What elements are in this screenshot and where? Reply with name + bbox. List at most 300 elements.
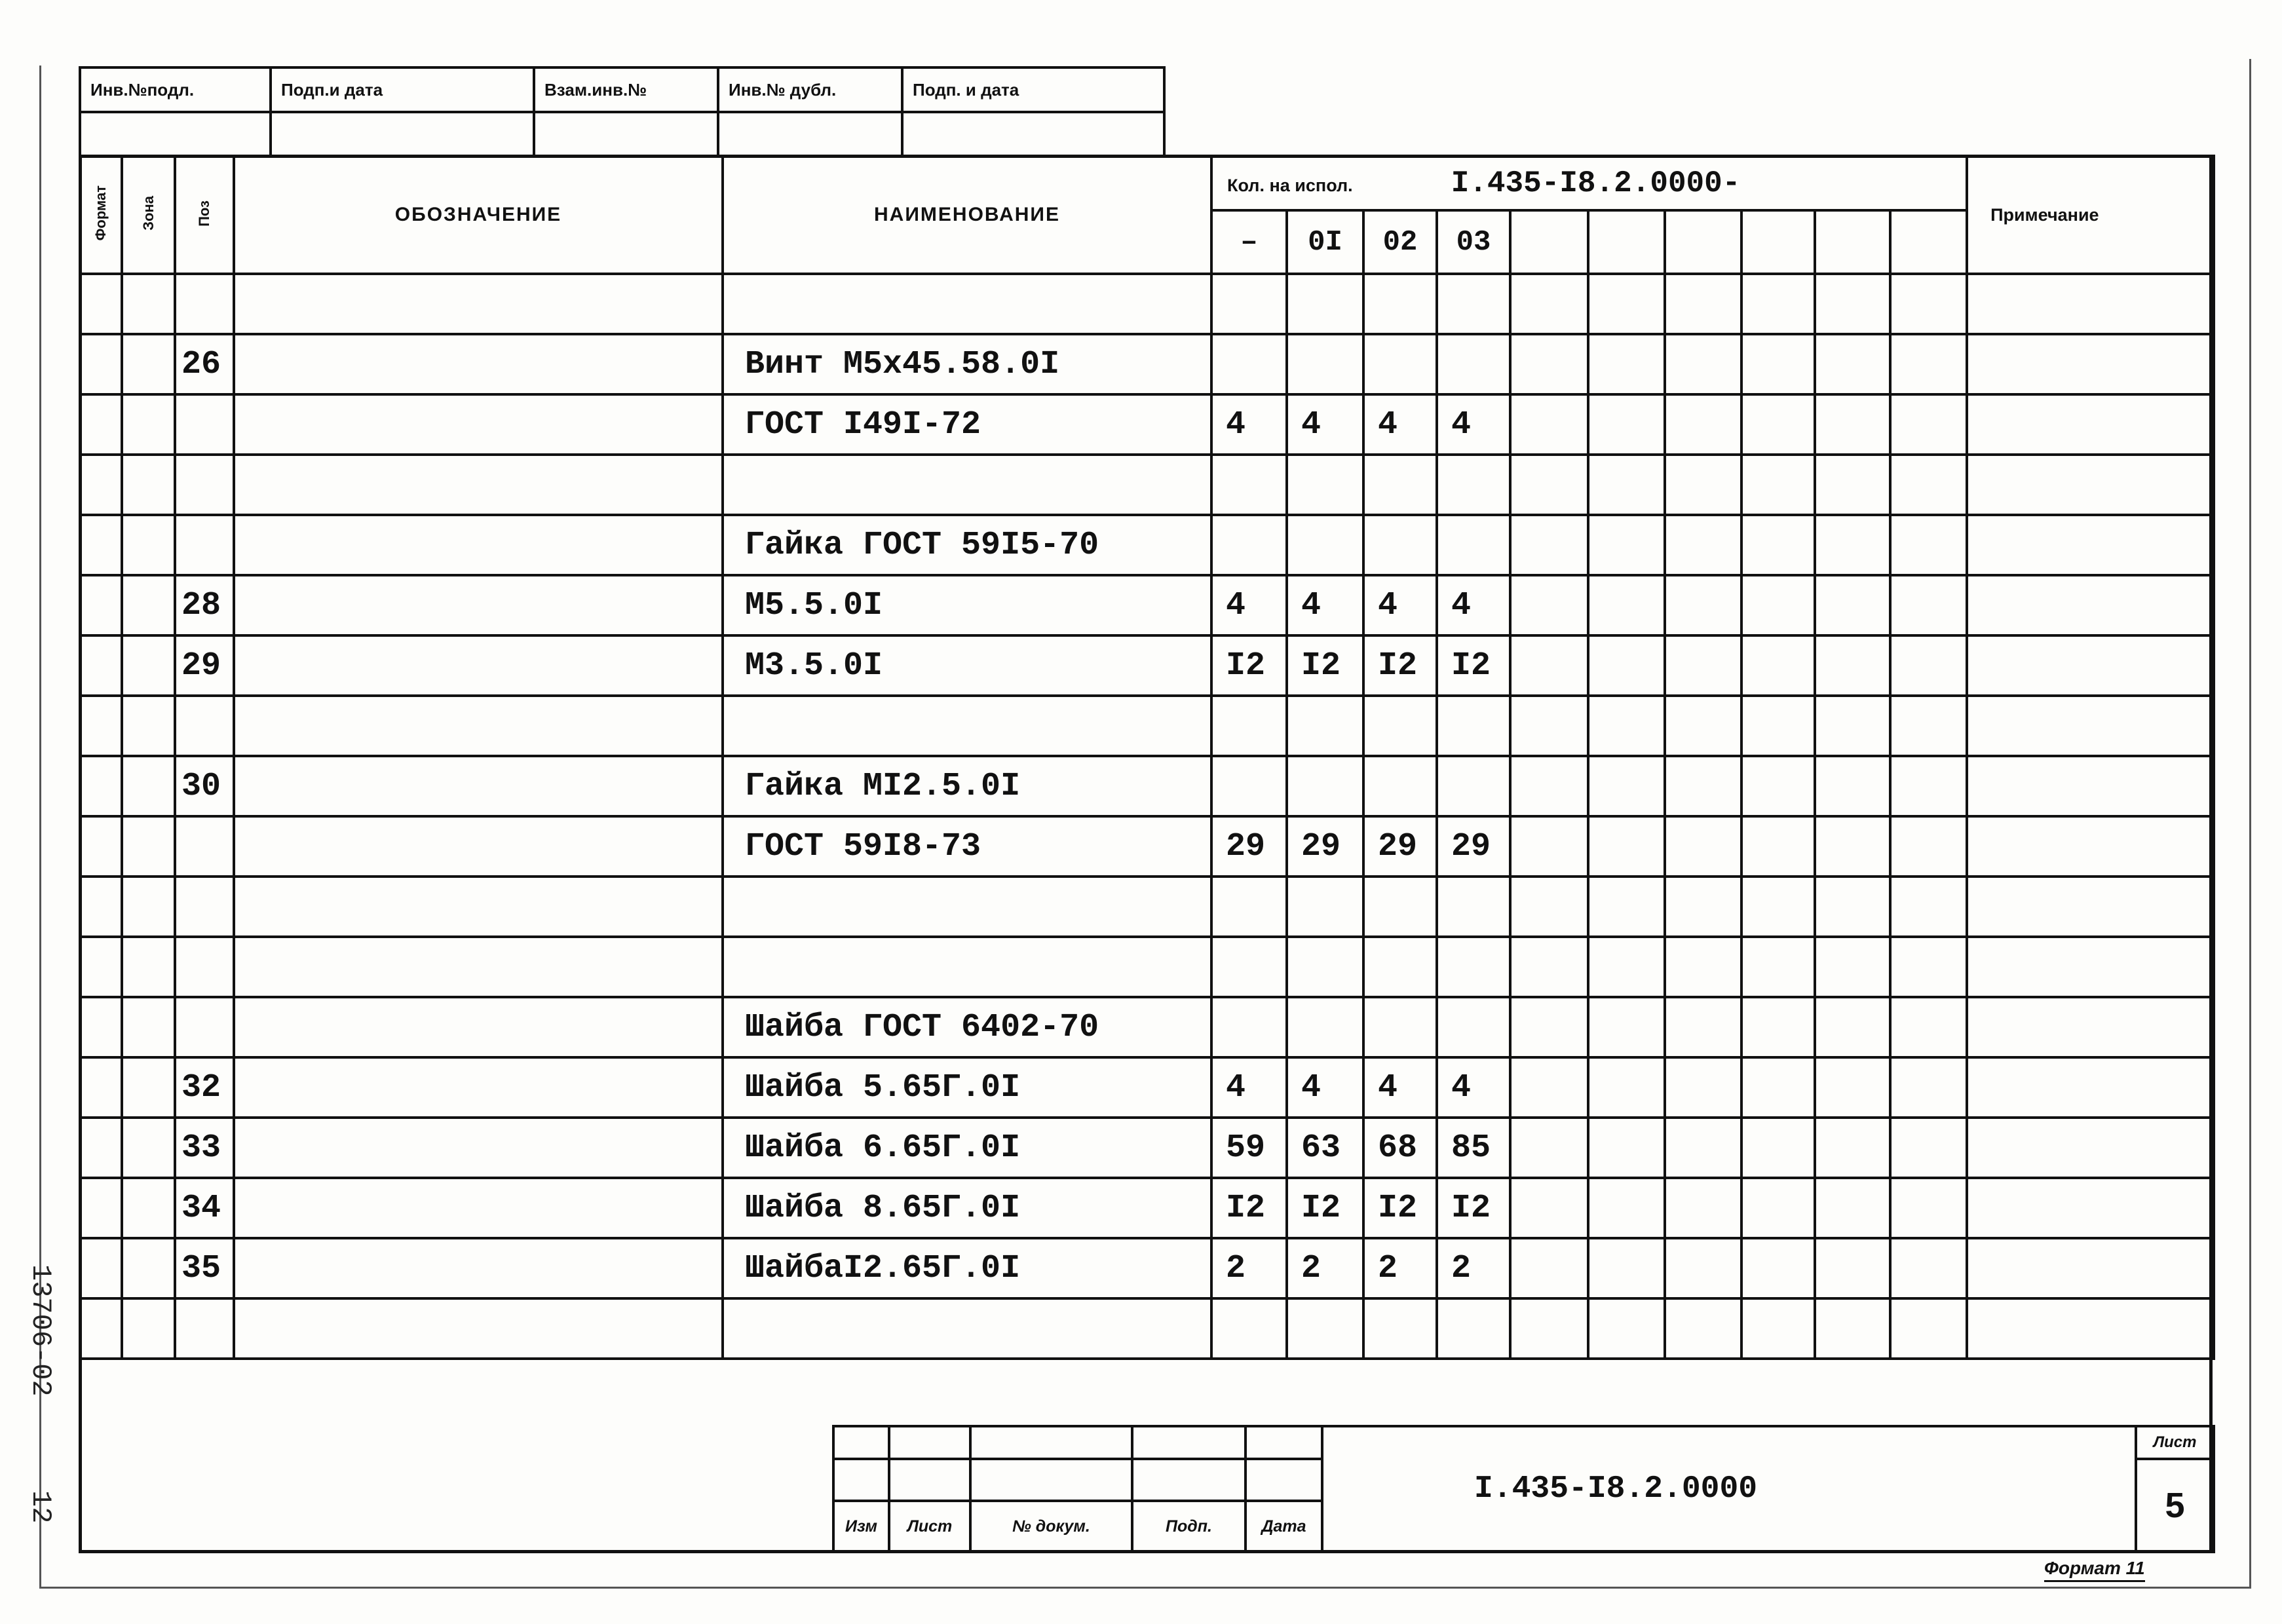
cell-designation — [234, 997, 723, 1057]
cell-quantity — [1890, 1178, 1967, 1238]
cell-quantity — [1588, 1178, 1665, 1238]
cell-quantity: 2 — [1287, 1238, 1363, 1298]
table-row — [80, 997, 2214, 1057]
cell-quantity — [1815, 696, 1890, 756]
cell-quantity — [1437, 877, 1510, 937]
cell-quantity — [1510, 877, 1588, 937]
cell-note — [1967, 1118, 2214, 1178]
cell-quantity — [1665, 937, 1741, 997]
cell-format — [80, 816, 122, 877]
header-variant: 03 — [1437, 210, 1510, 274]
cell-quantity — [1665, 455, 1741, 515]
header-variant — [1741, 210, 1815, 274]
cell-quantity — [1363, 1298, 1437, 1359]
header-designation: ОБОЗНАЧЕНИЕ — [234, 156, 723, 274]
cell-format — [80, 455, 122, 515]
cell-designation — [234, 816, 723, 877]
cell-position: 34 — [175, 1178, 234, 1238]
cell-quantity — [1588, 394, 1665, 455]
cell-name — [723, 1298, 1211, 1359]
cell-quantity — [1665, 1298, 1741, 1359]
cell-quantity — [1890, 696, 1967, 756]
cell-quantity — [1510, 816, 1588, 877]
cell-quantity — [1588, 756, 1665, 816]
cell-note — [1967, 1057, 2214, 1118]
table-row — [80, 394, 2214, 455]
cell-quantity — [1665, 756, 1741, 816]
cell-quantity — [1890, 756, 1967, 816]
cell-designation — [234, 877, 723, 937]
cell-name — [723, 696, 1211, 756]
cell-quantity — [1890, 334, 1967, 394]
cell-note — [1967, 1238, 2214, 1298]
cell-quantity — [1510, 394, 1588, 455]
cell-quantity — [1211, 455, 1287, 515]
table-row — [80, 1298, 2214, 1359]
cell-format — [80, 334, 122, 394]
cell-name: М3.5.0I — [723, 635, 1211, 696]
cell-quantity — [1588, 696, 1665, 756]
cell-quantity — [1741, 1178, 1815, 1238]
cell-quantity: 4 — [1437, 575, 1510, 635]
cell-quantity — [1741, 515, 1815, 575]
cell-quantity — [1510, 937, 1588, 997]
date-cell — [1246, 1459, 1322, 1501]
cell-quantity — [1665, 394, 1741, 455]
page-edge-right — [2249, 59, 2251, 1587]
cell-quantity — [1665, 1238, 1741, 1298]
cell-quantity — [1741, 1057, 1815, 1118]
change-label: Изм — [833, 1501, 889, 1552]
cell-note — [1967, 274, 2214, 334]
cell-quantity — [1890, 1298, 1967, 1359]
cell-quantity — [1510, 1238, 1588, 1298]
cell-designation — [234, 334, 723, 394]
cell-zone — [122, 575, 175, 635]
cell-quantity — [1287, 515, 1363, 575]
cell-quantity: I2 — [1287, 635, 1363, 696]
cell-position: 35 — [175, 1238, 234, 1298]
cell-position: 33 — [175, 1118, 234, 1178]
sign-date-2-label: Подп. и дата — [902, 67, 1164, 112]
document-designation: I.435-I8.2.0000 — [1322, 1426, 2136, 1552]
cell-name: ШайбаI2.65Г.0I — [723, 1238, 1211, 1298]
cell-quantity: I2 — [1363, 635, 1437, 696]
cell-zone — [122, 1057, 175, 1118]
cell-position: 26 — [175, 334, 234, 394]
cell-quantity — [1665, 997, 1741, 1057]
header-zone — [122, 156, 175, 274]
cell-quantity — [1815, 455, 1890, 515]
cell-quantity — [1510, 274, 1588, 334]
cell-quantity: I2 — [1437, 1178, 1510, 1238]
cell-format — [80, 696, 122, 756]
cell-name: Шайба 5.65Г.0I — [723, 1057, 1211, 1118]
cell-quantity — [1890, 515, 1967, 575]
cell-quantity: 4 — [1363, 1057, 1437, 1118]
cell-quantity: I2 — [1287, 1178, 1363, 1238]
cell-quantity — [1211, 997, 1287, 1057]
cell-note — [1967, 997, 2214, 1057]
sign-date-2-value — [902, 112, 1164, 156]
cell-position — [175, 816, 234, 877]
cell-format — [80, 1178, 122, 1238]
cell-format — [80, 635, 122, 696]
cell-quantity — [1741, 274, 1815, 334]
cell-quantity — [1665, 635, 1741, 696]
cell-designation — [234, 1178, 723, 1238]
header-format — [80, 156, 122, 274]
cell-quantity — [1815, 635, 1890, 696]
header-variant — [1588, 210, 1665, 274]
cell-quantity — [1510, 1057, 1588, 1118]
cell-quantity — [1588, 997, 1665, 1057]
cell-quantity — [1741, 575, 1815, 635]
cell-note — [1967, 937, 2214, 997]
cell-quantity — [1510, 455, 1588, 515]
table-row — [80, 1238, 2214, 1298]
inv-duplicate-label: Инв.№ дубл. — [718, 67, 902, 112]
cell-designation — [234, 1238, 723, 1298]
cell-format — [80, 937, 122, 997]
cell-quantity — [1815, 274, 1890, 334]
cell-quantity — [1510, 696, 1588, 756]
cell-position: 32 — [175, 1057, 234, 1118]
inventory-strip — [79, 66, 1166, 157]
cell-quantity: 4 — [1363, 394, 1437, 455]
cell-quantity — [1890, 937, 1967, 997]
cell-name: Гайка ГОСТ 59I5-70 — [723, 515, 1211, 575]
cell-quantity — [1287, 997, 1363, 1057]
cell-position — [175, 877, 234, 937]
cell-name: ГОСТ 59I8-73 — [723, 816, 1211, 877]
cell-quantity — [1815, 1118, 1890, 1178]
cell-designation — [234, 575, 723, 635]
cell-quantity — [1211, 274, 1287, 334]
cell-quantity: 4 — [1211, 1057, 1287, 1118]
cell-designation — [234, 635, 723, 696]
cell-quantity — [1363, 696, 1437, 756]
cell-quantity — [1287, 696, 1363, 756]
cell-quantity: 59 — [1211, 1118, 1287, 1178]
cell-quantity: I2 — [1363, 1178, 1437, 1238]
inv-original-value — [80, 112, 271, 156]
cell-zone — [122, 937, 175, 997]
cell-quantity — [1510, 1298, 1588, 1359]
cell-quantity — [1890, 1238, 1967, 1298]
cell-note — [1967, 575, 2214, 635]
sheet-col-label: Лист — [889, 1501, 970, 1552]
cell-name — [723, 455, 1211, 515]
header-position — [175, 156, 234, 274]
cell-zone — [122, 455, 175, 515]
cell-position: 28 — [175, 575, 234, 635]
cell-zone — [122, 515, 175, 575]
cell-quantity — [1741, 455, 1815, 515]
cell-position — [175, 937, 234, 997]
page-edge-bottom — [39, 1587, 2251, 1589]
cell-quantity: 4 — [1211, 394, 1287, 455]
sign-date-value — [271, 112, 534, 156]
cell-note — [1967, 877, 2214, 937]
cell-quantity — [1287, 455, 1363, 515]
cell-quantity — [1741, 1118, 1815, 1178]
cell-format — [80, 997, 122, 1057]
title-block — [832, 1425, 2215, 1553]
cell-quantity — [1665, 816, 1741, 877]
cell-quantity — [1890, 877, 1967, 937]
cell-quantity: 4 — [1287, 575, 1363, 635]
cell-name: Шайба 8.65Г.0I — [723, 1178, 1211, 1238]
cell-quantity — [1741, 334, 1815, 394]
cell-quantity — [1510, 756, 1588, 816]
cell-note — [1967, 515, 2214, 575]
cell-position — [175, 394, 234, 455]
cell-quantity — [1815, 1298, 1890, 1359]
cell-quantity — [1287, 1298, 1363, 1359]
cell-designation — [234, 274, 723, 334]
table-row — [80, 575, 2214, 635]
cell-quantity — [1890, 635, 1967, 696]
cell-format — [80, 575, 122, 635]
table-row — [80, 455, 2214, 515]
archive-stamp-number: 13706-02 — [25, 1264, 56, 1397]
cell-name: Винт М5х45.58.0I — [723, 334, 1211, 394]
cell-quantity — [1741, 997, 1815, 1057]
cell-quantity — [1741, 756, 1815, 816]
header-variant — [1890, 210, 1967, 274]
cell-quantity — [1815, 334, 1890, 394]
cell-quantity: I2 — [1211, 1178, 1287, 1238]
cell-quantity: 4 — [1287, 394, 1363, 455]
cell-name — [723, 937, 1211, 997]
cell-quantity — [1815, 816, 1890, 877]
cell-designation — [234, 394, 723, 455]
cell-quantity — [1815, 1238, 1890, 1298]
cell-note — [1967, 635, 2214, 696]
table-row — [80, 937, 2214, 997]
cell-format — [80, 1118, 122, 1178]
cell-quantity: 4 — [1437, 394, 1510, 455]
cell-zone — [122, 394, 175, 455]
cell-zone — [122, 816, 175, 877]
cell-quantity: 29 — [1287, 816, 1363, 877]
cell-quantity — [1437, 455, 1510, 515]
cell-format — [80, 515, 122, 575]
cell-quantity — [1510, 575, 1588, 635]
cell-quantity — [1890, 455, 1967, 515]
sheet-cell — [889, 1426, 970, 1459]
cell-quantity — [1437, 1298, 1510, 1359]
cell-quantity — [1890, 1118, 1967, 1178]
header-variant — [1815, 210, 1890, 274]
cell-quantity — [1588, 455, 1665, 515]
cell-quantity: 4 — [1363, 575, 1437, 635]
cell-quantity — [1815, 1057, 1890, 1118]
cell-zone — [122, 1238, 175, 1298]
cell-quantity — [1665, 1178, 1741, 1238]
cell-quantity: I2 — [1437, 635, 1510, 696]
cell-quantity: 2 — [1437, 1238, 1510, 1298]
cell-quantity — [1588, 1238, 1665, 1298]
cell-format — [80, 1238, 122, 1298]
cell-name — [723, 877, 1211, 937]
cell-quantity — [1437, 515, 1510, 575]
cell-quantity — [1211, 515, 1287, 575]
cell-zone — [122, 1298, 175, 1359]
cell-zone — [122, 696, 175, 756]
cell-quantity: 4 — [1211, 575, 1287, 635]
cell-position — [175, 997, 234, 1057]
cell-zone — [122, 274, 175, 334]
cell-quantity — [1437, 274, 1510, 334]
cell-quantity — [1363, 274, 1437, 334]
cell-quantity — [1287, 877, 1363, 937]
cell-name: Шайба 6.65Г.0I — [723, 1118, 1211, 1178]
cell-format — [80, 756, 122, 816]
cell-quantity — [1211, 756, 1287, 816]
header-format-label: Формат — [92, 185, 109, 241]
cell-designation — [234, 1057, 723, 1118]
specification-rows — [80, 274, 2214, 1359]
cell-zone — [122, 1178, 175, 1238]
cell-quantity — [1363, 997, 1437, 1057]
cell-quantity: I2 — [1211, 635, 1287, 696]
cell-quantity: 4 — [1437, 1057, 1510, 1118]
cell-quantity — [1588, 334, 1665, 394]
cell-quantity — [1815, 575, 1890, 635]
format-label: Формат 11 — [2044, 1558, 2145, 1582]
cell-designation — [234, 696, 723, 756]
cell-note — [1967, 455, 2214, 515]
cell-quantity — [1741, 1238, 1815, 1298]
cell-quantity — [1665, 1118, 1741, 1178]
cell-quantity — [1211, 334, 1287, 394]
cell-position — [175, 1298, 234, 1359]
cell-quantity — [1665, 274, 1741, 334]
cell-quantity — [1363, 455, 1437, 515]
cell-quantity — [1437, 756, 1510, 816]
cell-quantity — [1665, 877, 1741, 937]
cell-zone — [122, 877, 175, 937]
sign-cell — [1132, 1426, 1246, 1459]
cell-designation — [234, 1298, 723, 1359]
cell-quantity: 85 — [1437, 1118, 1510, 1178]
cell-quantity — [1211, 937, 1287, 997]
cell-quantity: 29 — [1437, 816, 1510, 877]
header-zone-label: Зона — [140, 196, 157, 231]
header-name: НАИМЕНОВАНИЕ — [723, 156, 1211, 274]
cell-quantity — [1363, 937, 1437, 997]
cell-quantity — [1741, 635, 1815, 696]
cell-quantity — [1510, 334, 1588, 394]
header-variant: 0I — [1287, 210, 1363, 274]
cell-quantity — [1815, 877, 1890, 937]
cell-quantity — [1890, 394, 1967, 455]
cell-name — [723, 274, 1211, 334]
cell-note — [1967, 756, 2214, 816]
cell-quantity — [1211, 696, 1287, 756]
cell-quantity — [1741, 937, 1815, 997]
cell-zone — [122, 1118, 175, 1178]
table-row — [80, 877, 2214, 937]
cell-format — [80, 1057, 122, 1118]
sign-date-label: Подп.и дата — [271, 67, 534, 112]
cell-quantity — [1588, 575, 1665, 635]
header-variant — [1510, 210, 1588, 274]
cell-quantity — [1363, 877, 1437, 937]
cell-quantity — [1815, 515, 1890, 575]
cell-quantity — [1890, 997, 1967, 1057]
sheet-number: 5 — [2136, 1459, 2214, 1552]
cell-quantity — [1211, 877, 1287, 937]
archive-stamp-sheet: 12 — [25, 1490, 56, 1524]
change-cell — [833, 1426, 889, 1459]
header-quantity-label: Кол. на испол. — [1227, 175, 1353, 195]
cell-quantity: 4 — [1287, 1057, 1363, 1118]
cell-name: М5.5.0I — [723, 575, 1211, 635]
cell-quantity — [1741, 1298, 1815, 1359]
sheet-label: Лист — [2136, 1426, 2214, 1459]
cell-quantity — [1437, 696, 1510, 756]
cell-position: 30 — [175, 756, 234, 816]
cell-name: Шайба ГОСТ 6402-70 — [723, 997, 1211, 1057]
cell-quantity — [1588, 877, 1665, 937]
cell-format — [80, 274, 122, 334]
cell-note — [1967, 334, 2214, 394]
cell-quantity — [1890, 274, 1967, 334]
cell-zone — [122, 334, 175, 394]
cell-designation — [234, 455, 723, 515]
cell-designation — [234, 1118, 723, 1178]
table-row — [80, 696, 2214, 756]
cell-quantity — [1815, 756, 1890, 816]
cell-position — [175, 515, 234, 575]
cell-zone — [122, 635, 175, 696]
sheet-cell — [889, 1459, 970, 1501]
sign-cell — [1132, 1459, 1246, 1501]
cell-name: ГОСТ I49I-72 — [723, 394, 1211, 455]
cell-format — [80, 394, 122, 455]
cell-quantity — [1665, 334, 1741, 394]
cell-quantity — [1287, 274, 1363, 334]
table-row — [80, 274, 2214, 334]
cell-quantity — [1363, 756, 1437, 816]
cell-note — [1967, 1178, 2214, 1238]
cell-quantity — [1588, 515, 1665, 575]
cell-position: 29 — [175, 635, 234, 696]
cell-quantity — [1815, 997, 1890, 1057]
cell-position — [175, 274, 234, 334]
cell-quantity — [1211, 1298, 1287, 1359]
cell-quantity — [1890, 816, 1967, 877]
cell-quantity — [1287, 334, 1363, 394]
cell-quantity — [1363, 515, 1437, 575]
cell-quantity — [1588, 635, 1665, 696]
table-row — [80, 1178, 2214, 1238]
cell-designation — [234, 756, 723, 816]
cell-quantity: 29 — [1211, 816, 1287, 877]
cell-quantity — [1741, 696, 1815, 756]
cell-quantity — [1890, 1057, 1967, 1118]
cell-position — [175, 455, 234, 515]
header-quantity-document: I.435-I8.2.0000- — [1451, 166, 1741, 200]
cell-quantity — [1588, 816, 1665, 877]
cell-zone — [122, 756, 175, 816]
inv-duplicate-value — [718, 112, 902, 156]
cell-quantity — [1437, 937, 1510, 997]
replaces-inv-value — [534, 112, 718, 156]
